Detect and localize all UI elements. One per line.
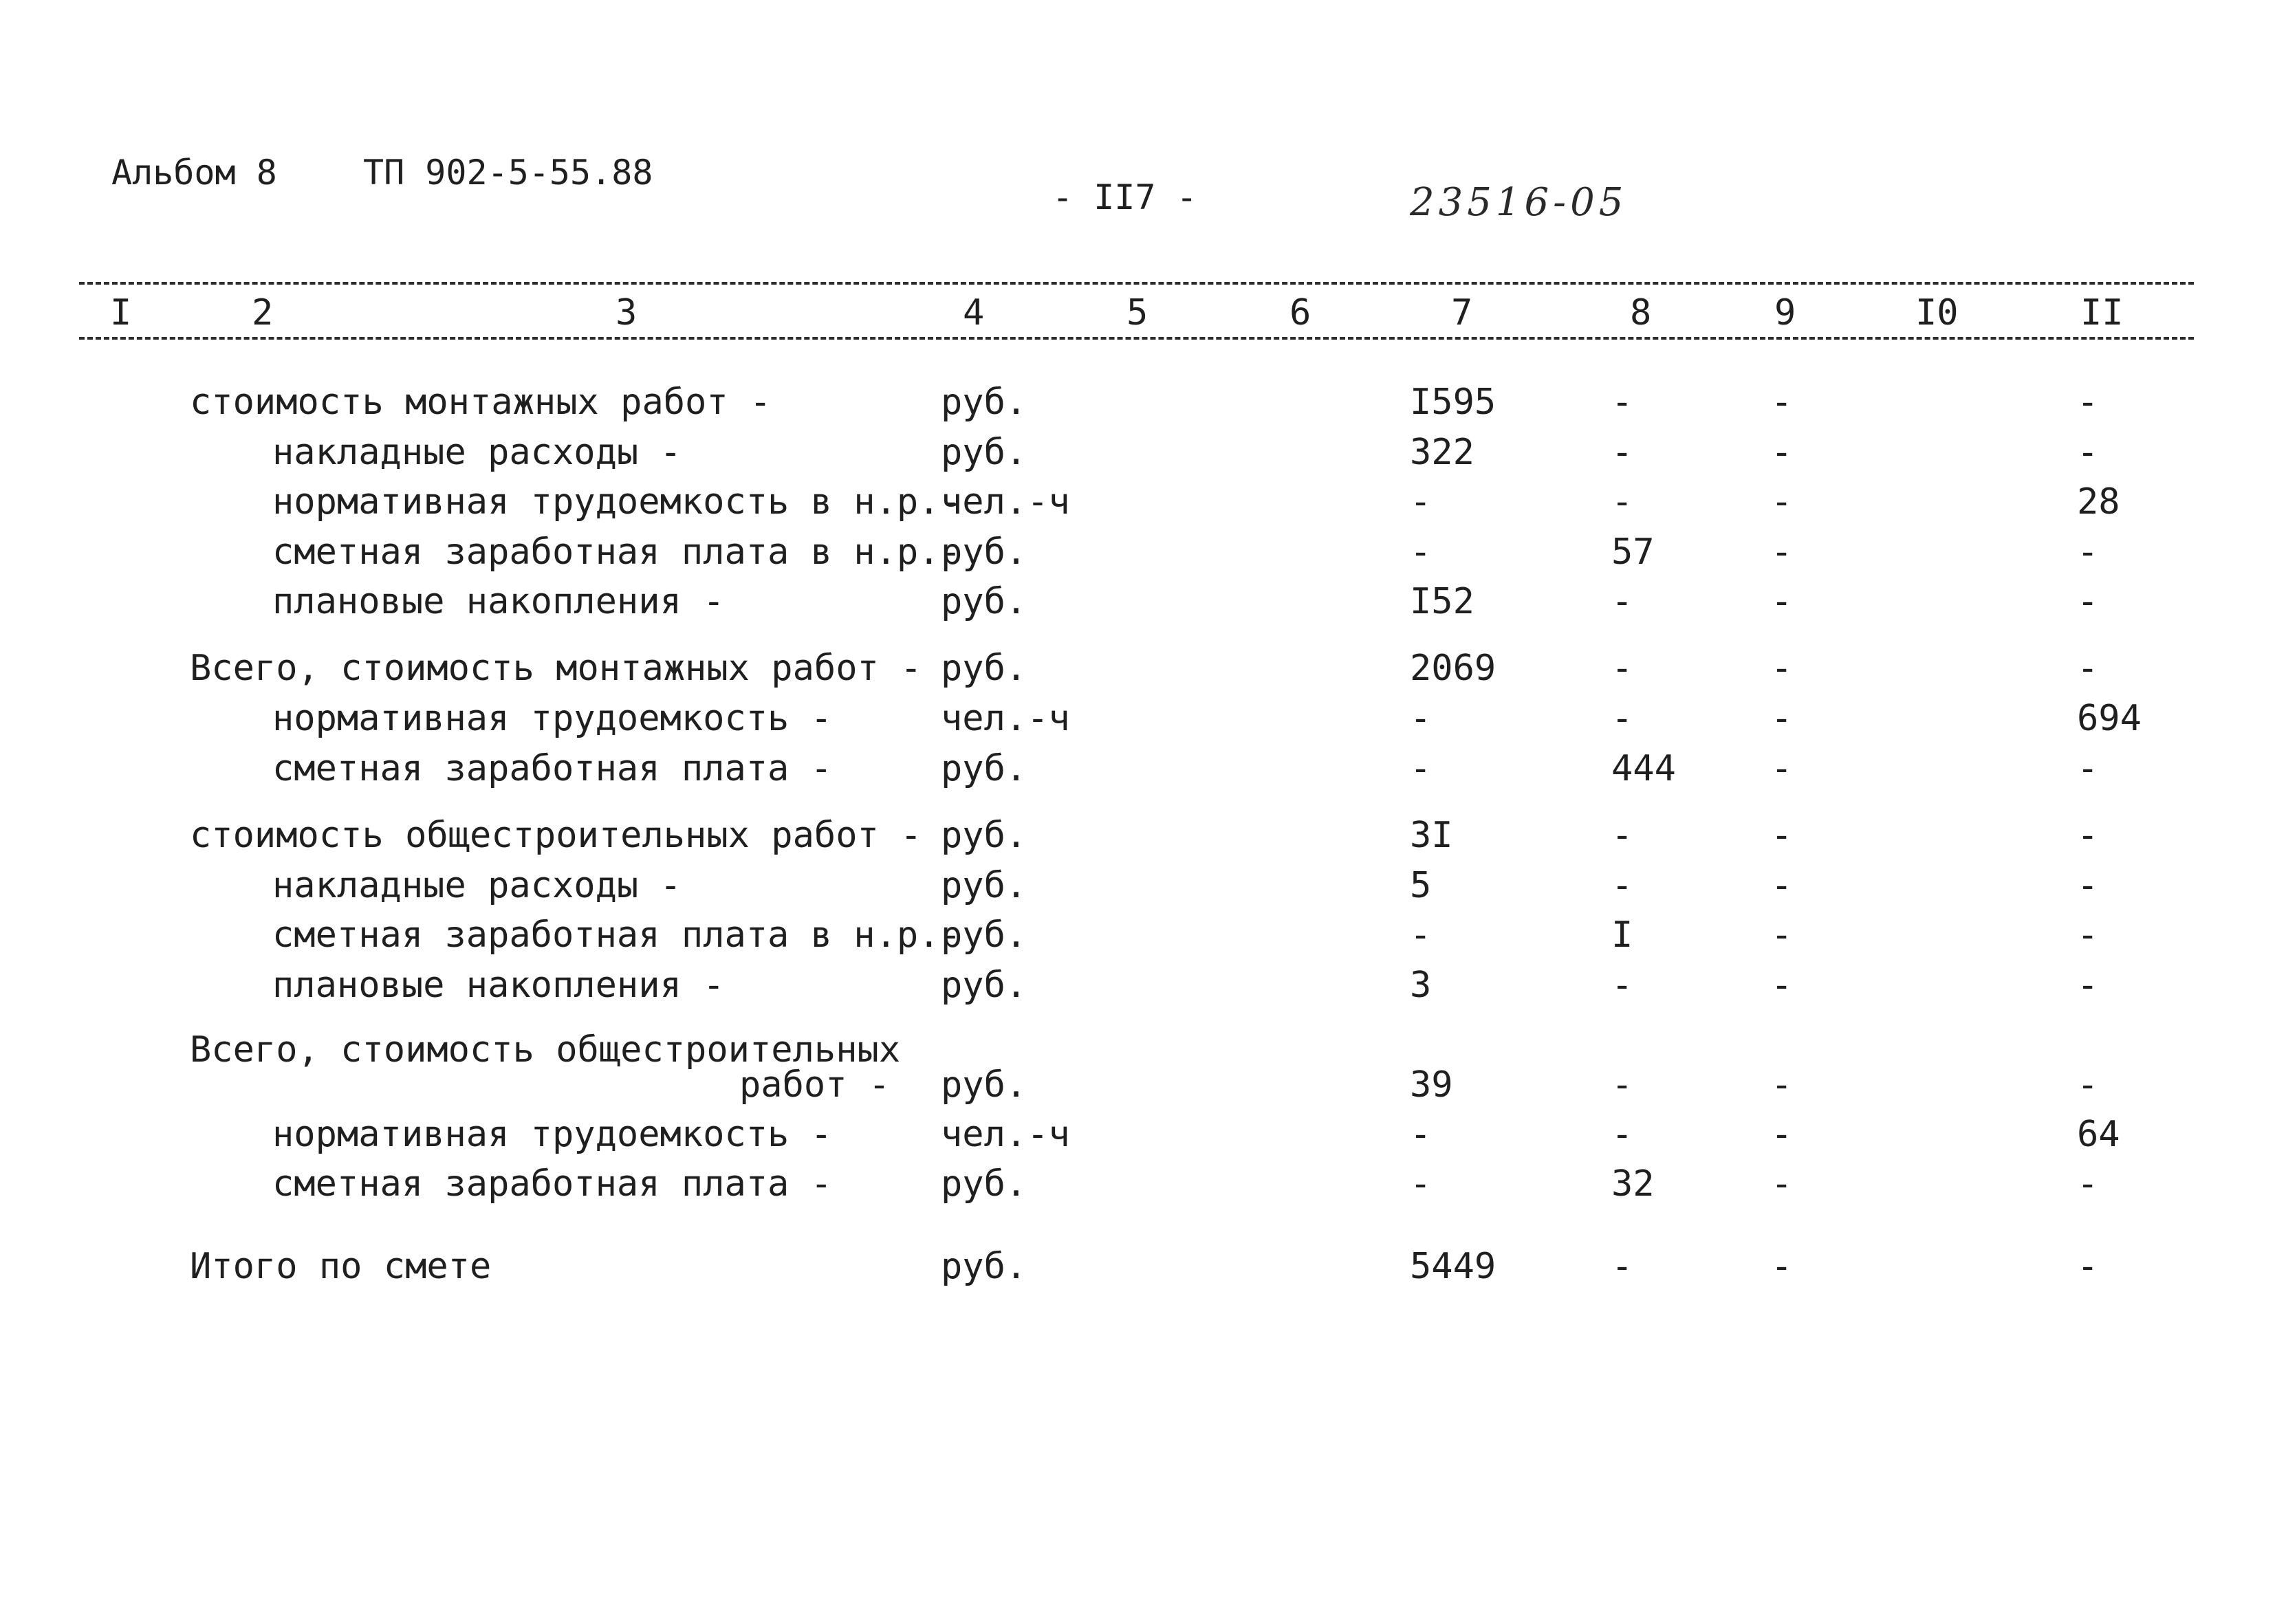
- row-unit: чел.-ч: [941, 1114, 1070, 1155]
- row-unit: руб.: [941, 965, 1027, 1006]
- row-label: сметная заработная плата -: [272, 1163, 832, 1205]
- row-label: накладные расходы -: [272, 865, 682, 906]
- cell-col-8: -: [1611, 1064, 1633, 1106]
- table-row: [0, 432, 2275, 481]
- table-row: [0, 748, 2275, 798]
- cell-col-11: -: [2077, 815, 2099, 856]
- column-number: 3: [616, 292, 638, 333]
- row-label: Итого по смете: [190, 1246, 492, 1287]
- cell-col-7: -: [1410, 1114, 1432, 1155]
- column-number: I: [110, 292, 132, 333]
- cell-col-11: -: [2077, 1064, 2099, 1106]
- column-number: 5: [1126, 292, 1149, 333]
- cell-col-7: -: [1410, 481, 1432, 523]
- row-label: сметная заработная плата в н.р.-: [272, 914, 961, 956]
- cell-col-8: -: [1611, 815, 1633, 856]
- cell-col-9: -: [1771, 1163, 1793, 1205]
- row-unit: чел.-ч: [941, 481, 1070, 523]
- cell-col-9: -: [1771, 965, 1793, 1006]
- row-unit: руб.: [941, 531, 1027, 573]
- cell-col-8: -: [1611, 432, 1633, 473]
- cell-col-7: -: [1410, 914, 1432, 956]
- cell-col-7: -: [1410, 698, 1432, 739]
- cell-col-11: -: [2077, 1246, 2099, 1287]
- album-label: Альбом 8: [111, 153, 277, 193]
- row-unit: руб.: [941, 581, 1027, 622]
- table-row: [0, 815, 2275, 864]
- row-unit: руб.: [941, 865, 1027, 906]
- cell-col-7: 3: [1410, 965, 1432, 1006]
- column-number: I0: [1915, 292, 1959, 333]
- row-label: плановые накопления -: [272, 581, 725, 622]
- column-number: 2: [252, 292, 274, 333]
- cell-col-7: 39: [1410, 1064, 1453, 1106]
- cell-col-9: -: [1771, 481, 1793, 523]
- cell-col-9: -: [1771, 581, 1793, 622]
- cell-col-9: -: [1771, 1114, 1793, 1155]
- cell-col-7: I595: [1410, 382, 1496, 423]
- cell-col-9: -: [1771, 698, 1793, 739]
- row-label: сметная заработная плата -: [272, 748, 832, 789]
- cell-col-8: 57: [1611, 531, 1655, 573]
- cell-col-9: -: [1771, 865, 1793, 906]
- table-row: [0, 865, 2275, 914]
- cell-col-9: -: [1771, 648, 1793, 689]
- cell-col-11: -: [2077, 965, 2099, 1006]
- cell-col-11: -: [2077, 748, 2099, 789]
- row-label: нормативная трудоемкость -: [272, 1114, 832, 1155]
- row-unit: руб.: [941, 815, 1027, 856]
- cell-col-8: -: [1611, 1114, 1633, 1155]
- cell-col-11: 694: [2077, 698, 2142, 739]
- cell-col-11: -: [2077, 432, 2099, 473]
- table-row: [0, 531, 2275, 581]
- table-row: [0, 382, 2275, 431]
- table-row: [0, 1114, 2275, 1163]
- cell-col-11: -: [2077, 382, 2099, 423]
- cell-col-11: -: [2077, 531, 2099, 573]
- row-label: сметная заработная плата в н.р.-: [272, 531, 961, 573]
- cell-col-7: 2069: [1410, 648, 1496, 689]
- handwritten-inventory-number: 23516-05: [1410, 180, 1628, 225]
- cell-col-7: I52: [1410, 581, 1474, 622]
- cell-col-11: -: [2077, 1163, 2099, 1205]
- column-number: 9: [1774, 292, 1796, 333]
- row-unit: чел.-ч: [941, 698, 1070, 739]
- column-number: II: [2080, 292, 2124, 333]
- cell-col-11: -: [2077, 914, 2099, 956]
- cell-col-11: 28: [2077, 481, 2120, 523]
- row-label: работ -: [739, 1064, 891, 1106]
- cell-col-8: -: [1611, 382, 1633, 423]
- row-unit: руб.: [941, 914, 1027, 956]
- table-row: [0, 648, 2275, 697]
- cell-col-9: -: [1771, 748, 1793, 789]
- cell-col-8: -: [1611, 865, 1633, 906]
- cell-col-8: 32: [1611, 1163, 1655, 1205]
- row-unit: руб.: [941, 748, 1027, 789]
- row-label: стоимость общестроительных работ -: [190, 815, 922, 856]
- document-code: ТП 902-5-55.88: [363, 153, 653, 193]
- cell-col-11: -: [2077, 865, 2099, 906]
- table-row: [0, 1163, 2275, 1213]
- cell-col-7: 322: [1410, 432, 1474, 473]
- table-row: [0, 698, 2275, 747]
- row-unit: руб.: [941, 1246, 1027, 1287]
- cell-col-9: -: [1771, 432, 1793, 473]
- row-label: нормативная трудоемкость -: [272, 698, 832, 739]
- cell-col-8: 444: [1611, 748, 1676, 789]
- cell-col-7: -: [1410, 531, 1432, 573]
- table-row: [0, 965, 2275, 1014]
- cell-col-11: -: [2077, 648, 2099, 689]
- row-label: накладные расходы -: [272, 432, 682, 473]
- cell-col-9: -: [1771, 914, 1793, 956]
- cell-col-8: -: [1611, 965, 1633, 1006]
- cell-col-9: -: [1771, 382, 1793, 423]
- row-label: Всего, стоимость общестроительных: [190, 1029, 901, 1071]
- column-number: 4: [963, 292, 985, 333]
- cell-col-7: 5: [1410, 865, 1432, 906]
- page-number: - II7 -: [1052, 177, 1197, 217]
- cell-col-8: I: [1611, 914, 1633, 956]
- row-unit: руб.: [941, 432, 1027, 473]
- cell-col-11: -: [2077, 581, 2099, 622]
- cell-col-7: 3I: [1410, 815, 1453, 856]
- table-row: [0, 1246, 2275, 1295]
- cell-col-8: -: [1611, 581, 1633, 622]
- table-row: [0, 1064, 2275, 1114]
- row-label: плановые накопления -: [272, 965, 725, 1006]
- cell-col-7: -: [1410, 748, 1432, 789]
- row-label: Всего, стоимость монтажных работ -: [190, 648, 922, 689]
- cell-col-8: -: [1611, 698, 1633, 739]
- cell-col-8: -: [1611, 1246, 1633, 1287]
- cell-col-7: 5449: [1410, 1246, 1496, 1287]
- cell-col-7: -: [1410, 1163, 1432, 1205]
- cell-col-11: 64: [2077, 1114, 2120, 1155]
- table-row: [0, 481, 2275, 531]
- cell-col-9: -: [1771, 1064, 1793, 1106]
- cell-col-8: -: [1611, 648, 1633, 689]
- row-unit: руб.: [941, 648, 1027, 689]
- row-label: стоимость монтажных работ -: [190, 382, 772, 423]
- column-number: 6: [1289, 292, 1311, 333]
- cell-col-9: -: [1771, 1246, 1793, 1287]
- cell-col-9: -: [1771, 815, 1793, 856]
- row-unit: руб.: [941, 1163, 1027, 1205]
- column-number: 8: [1630, 292, 1652, 333]
- table-row: [0, 581, 2275, 630]
- cell-col-9: -: [1771, 531, 1793, 573]
- table-row: [0, 914, 2275, 964]
- column-number: 7: [1451, 292, 1473, 333]
- row-unit: руб.: [941, 1064, 1027, 1106]
- row-unit: руб.: [941, 382, 1027, 423]
- table-top-rule: [79, 282, 2194, 285]
- cell-col-8: -: [1611, 481, 1633, 523]
- row-label: нормативная трудоемкость в н.р.-: [272, 481, 961, 523]
- table-header-rule: [79, 337, 2194, 340]
